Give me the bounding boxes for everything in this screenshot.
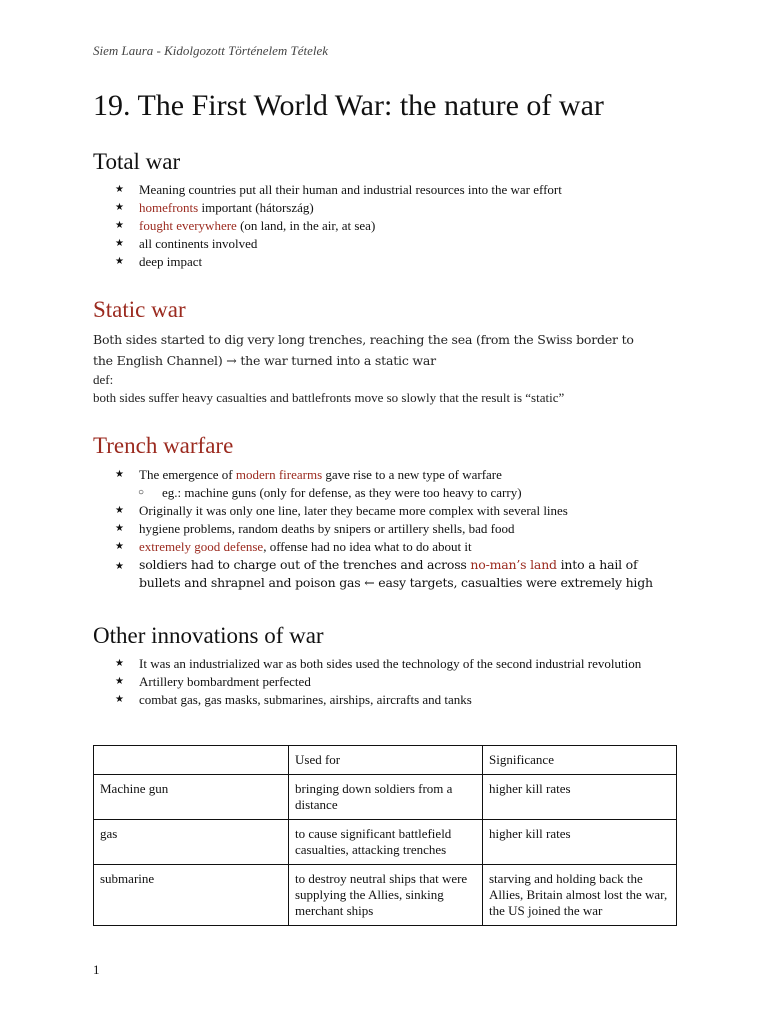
definition-label: def:: [93, 372, 114, 387]
list-item: [115, 466, 675, 484]
list-item-text: into a hail of bullets and shrapnel and poison gas ← easy targets, casualties were extremely high: [139, 557, 653, 590]
table-header-cell: Used for: [289, 746, 483, 775]
table-cell: Machine gun: [94, 775, 289, 820]
star-bullet-icon: ★: [115, 202, 124, 213]
list-item-text: gave rise to a new type of warfare: [322, 467, 502, 482]
sub-list-item: [115, 484, 675, 502]
list-item-text: The emergence of: [139, 467, 236, 482]
star-bullet-icon: ★: [115, 238, 124, 249]
heading-total-war: Total war: [93, 149, 181, 174]
list-item: [115, 199, 562, 217]
total-war-list: [115, 181, 562, 271]
star-bullet-icon: ★: [115, 541, 124, 552]
star-bullet-icon: ★: [115, 256, 124, 267]
table-row: [94, 820, 677, 865]
star-bullet-icon: ★: [115, 184, 124, 195]
highlight-text: no-man’s land: [470, 557, 557, 572]
list-item: [115, 235, 562, 253]
circle-bullet-icon: ○: [138, 487, 145, 498]
list-item-text: Meaning countries put all their human and industrial resources into the war effort: [139, 182, 562, 197]
list-item: [115, 556, 675, 592]
table-cell: gas: [94, 820, 289, 865]
star-bullet-icon: ★: [115, 676, 124, 687]
highlight-text: extremely good defense: [139, 539, 264, 554]
page-title: 19. The First World War: the nature of war: [93, 89, 604, 122]
static-war-paragraph: Both sides started to dig very long trenches, reaching the sea (from the Swiss border to the English Channel) → the war turned into a static war: [93, 332, 634, 368]
list-item: [115, 253, 562, 271]
star-bullet-icon: ★: [115, 523, 124, 534]
table-cell: to cause significant battlefield casualties, attacking trenches: [289, 820, 483, 865]
table-cell: starving and holding back the Allies, Britain almost lost the war, the US joined the war: [483, 865, 677, 926]
list-item-text: deep impact: [139, 254, 203, 269]
page-number: 1: [93, 962, 100, 977]
heading-static-war: Static war: [93, 297, 186, 322]
list-item: [115, 520, 675, 538]
table-header-cell: [94, 746, 289, 775]
definition-text: both sides suffer heavy casualties and battlefronts move so slowly that the result is “static”: [93, 390, 565, 405]
heading-other-innovations: Other innovations of war: [93, 623, 324, 648]
table-row: [94, 775, 677, 820]
trench-warfare-list: [115, 466, 675, 592]
list-item-text: combat gas, gas masks, submarines, airships, aircrafts and tanks: [139, 692, 472, 707]
list-item-text: soldiers had to charge out of the trenches and across: [139, 557, 471, 572]
table-cell: higher kill rates: [483, 820, 677, 865]
list-item: [115, 673, 655, 691]
list-item-text: It was an industrialized war as both sides used the technology of the second industrial revolution: [139, 656, 642, 671]
highlight-text: modern firearms: [235, 467, 323, 482]
list-item-text: important (hátország): [198, 200, 314, 215]
highlight-text: fought everywhere: [139, 218, 237, 233]
star-bullet-icon: ★: [115, 469, 124, 480]
list-item-text: all continents involved: [139, 236, 258, 251]
table-cell: submarine: [94, 865, 289, 926]
highlight-text: homefronts: [139, 200, 199, 215]
list-item: [115, 691, 655, 709]
star-bullet-icon: ★: [115, 505, 124, 516]
star-bullet-icon: ★: [115, 561, 124, 572]
list-item: [115, 181, 562, 199]
innovations-table: [93, 745, 677, 926]
table-cell: to destroy neutral ships that were supplying the Allies, sinking merchant ships: [289, 865, 483, 926]
list-item: [115, 217, 562, 235]
table-header-row: [94, 746, 677, 775]
star-bullet-icon: ★: [115, 694, 124, 705]
star-bullet-icon: ★: [115, 220, 124, 231]
list-item-text: , offense had no idea what to do about it: [263, 539, 472, 554]
page-header: Siem Laura - Kidolgozott Történelem Tételek: [93, 43, 329, 58]
list-item-text: hygiene problems, random deaths by snipers or artillery shells, bad food: [139, 521, 515, 536]
star-bullet-icon: ★: [115, 658, 124, 669]
heading-trench-warfare: Trench warfare: [93, 433, 234, 458]
list-item-text: eg.: machine guns (only for defense, as they were too heavy to carry): [162, 485, 522, 500]
list-item: [115, 655, 655, 673]
list-item-text: Artillery bombardment perfected: [139, 674, 311, 689]
table-header-cell: Significance: [483, 746, 677, 775]
table-cell: bringing down soldiers from a distance: [289, 775, 483, 820]
list-item: [115, 538, 675, 556]
list-item-text: (on land, in the air, at sea): [236, 218, 376, 233]
table-row: [94, 865, 677, 926]
list-item: [115, 502, 675, 520]
other-innovations-list: [115, 655, 655, 709]
list-item-text: Originally it was only one line, later they became more complex with several lines: [139, 503, 568, 518]
table-cell: higher kill rates: [483, 775, 677, 820]
